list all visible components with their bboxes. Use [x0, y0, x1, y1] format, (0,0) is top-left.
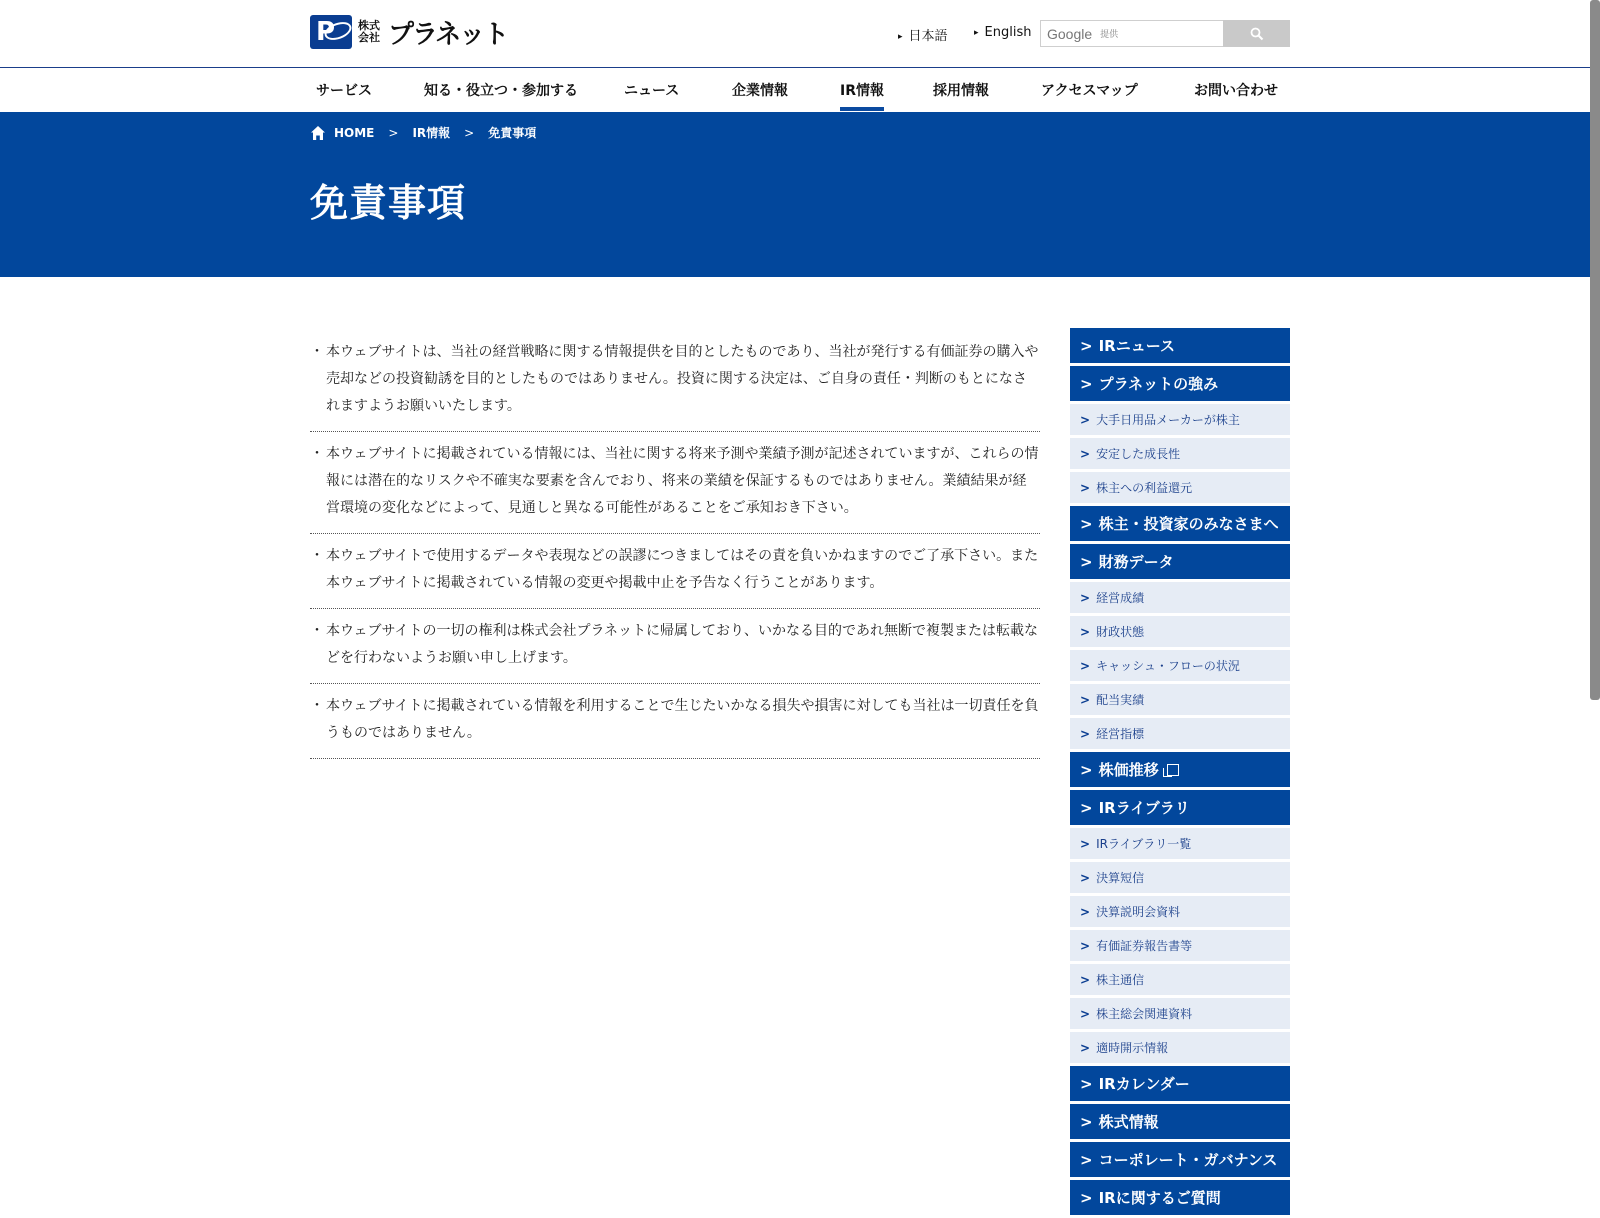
sidebar-label: 株主・投資家のみなさまへ — [1098, 515, 1279, 533]
sidebar-sub-label: 安定した成長性 — [1096, 447, 1181, 461]
chevron-right-icon: > — [1080, 374, 1093, 393]
logo-corp-type: 株式会社 — [358, 19, 380, 44]
chevron-right-icon: > — [1080, 726, 1091, 741]
page-banner — [0, 112, 1600, 277]
sidebar-sub-label: 決算説明会資料 — [1096, 905, 1181, 919]
disclaimer-text: ・ 本ウェブサイトに掲載されている情報を利用することで生じたいかなる損失や損害に対しても当社は一切責任を負うものではありません。 — [310, 693, 1040, 747]
sidebar-stock-price[interactable] — [1070, 752, 1290, 787]
sidebar-governance[interactable] — [1070, 1142, 1290, 1177]
logo-company-name: プラネット — [388, 19, 508, 50]
chevron-right-icon: > — [1080, 412, 1091, 427]
page-scrollbar[interactable] — [1590, 0, 1600, 700]
chevron-right-icon: > — [1080, 446, 1091, 461]
disclaimer-item — [310, 534, 1040, 609]
home-icon — [310, 125, 326, 141]
search-input[interactable] — [1040, 20, 1226, 47]
sidebar-label: 株価推移 — [1098, 761, 1159, 779]
sidebar-sub-label: 財政状態 — [1096, 625, 1145, 639]
chevron-right-icon: > — [1080, 1006, 1091, 1021]
nav-contact[interactable]: お問い合わせ — [1194, 83, 1278, 99]
chevron-right-icon: > — [1080, 590, 1091, 605]
sidebar-sub-item[interactable] — [1070, 616, 1290, 647]
breadcrumb-current: 免責事項 — [488, 126, 537, 140]
sidebar-sub-item[interactable] — [1070, 862, 1290, 893]
search-placeholder: 提供 — [1100, 30, 1119, 40]
chevron-right-icon: > — [1080, 1150, 1093, 1169]
chevron-right-icon: > — [1080, 972, 1091, 987]
sidebar-sub-item[interactable] — [1070, 438, 1290, 469]
nav-company[interactable]: 企業情報 — [732, 83, 788, 99]
external-window-icon — [1167, 764, 1179, 776]
chevron-right-icon: > — [1080, 1074, 1093, 1093]
site-search — [1040, 20, 1290, 47]
sidebar-faq[interactable] — [1070, 1180, 1290, 1215]
nav-recruit[interactable]: 採用情報 — [933, 83, 989, 99]
disclaimer-text: ・ 本ウェブサイトの一切の権利は株式会社プラネットに帰属しており、いかなる目的であれ無断で複製または転載などを行わないようお願い申し上げます。 — [310, 618, 1040, 672]
sidebar-sub-item[interactable] — [1070, 650, 1290, 681]
breadcrumb-ir[interactable]: IR情報 — [412, 126, 451, 140]
chevron-right-icon: > — [1080, 904, 1091, 919]
sidebar-ir-news[interactable] — [1070, 328, 1290, 363]
sidebar-label: 株式情報 — [1098, 1113, 1159, 1131]
sidebar-financial[interactable] — [1070, 544, 1290, 579]
sidebar-sub-item[interactable] — [1070, 896, 1290, 927]
sidebar-sub-label: 大手日用品メーカーが株主 — [1096, 413, 1240, 427]
sidebar-sub-item[interactable] — [1070, 684, 1290, 715]
chevron-right-icon: > — [1080, 836, 1091, 851]
chevron-right-icon: > — [1080, 514, 1093, 533]
nav-services[interactable]: サービス — [316, 83, 372, 99]
chevron-right-icon: > — [1080, 480, 1091, 495]
chevron-right-icon: > — [1080, 658, 1091, 673]
lang-japanese-link[interactable]: ▸ 日本語 — [898, 25, 948, 44]
sidebar-library[interactable] — [1070, 790, 1290, 825]
disclaimer-item — [310, 330, 1040, 432]
sidebar-strengths[interactable] — [1070, 366, 1290, 401]
sidebar-label: プラネットの強み — [1098, 375, 1219, 393]
page-title: 免責事項 — [310, 181, 467, 225]
google-brand: Google — [1047, 25, 1093, 42]
breadcrumb-separator: > — [464, 125, 475, 140]
sidebar-sub-label: 株主への利益還元 — [1096, 481, 1193, 495]
sidebar-sub-item[interactable] — [1070, 718, 1290, 749]
sidebar-investors[interactable] — [1070, 506, 1290, 541]
sidebar-stock-info[interactable] — [1070, 1104, 1290, 1139]
disclaimer-item — [310, 432, 1040, 534]
disclaimer-list — [310, 330, 1040, 759]
search-button[interactable] — [1223, 20, 1290, 47]
sidebar-label: 財務データ — [1098, 553, 1174, 571]
sidebar-sub-label: 経営指標 — [1096, 727, 1145, 741]
chevron-right-icon: > — [1080, 1040, 1091, 1055]
sidebar-sub-label: 株主通信 — [1096, 973, 1145, 987]
company-logo[interactable] — [310, 14, 507, 50]
sidebar-sub-label: 適時開示情報 — [1096, 1041, 1169, 1055]
chevron-right-icon: > — [1080, 552, 1093, 571]
global-nav — [0, 68, 1600, 112]
chevron-right-icon: > — [1080, 1188, 1093, 1207]
sidebar-sub-label: 経営成績 — [1096, 591, 1145, 605]
nav-news[interactable]: ニュース — [624, 83, 680, 99]
sidebar-calendar[interactable] — [1070, 1066, 1290, 1101]
ir-sidebar — [1070, 328, 1290, 1218]
sidebar-label: IRカレンダー — [1098, 1075, 1190, 1093]
disclaimer-text: ・ 本ウェブサイトで使用するデータや表現などの誤謬につきましてはその責を負いかねますのでご了承下さい。また本ウェブサイトに掲載されている情報の変更や掲載中止を予告なく行うことがあります。 — [310, 543, 1040, 597]
sidebar-sub-item[interactable] — [1070, 1032, 1290, 1063]
disclaimer-text: ・ 本ウェブサイトは、当社の経営戦略に関する情報提供を目的としたものであり、当社が発行する有価証券の購入や売却などの投資勧誘を目的としたものではありません。投資に関する決定は、ご自身の責任・判断のもとになされますようお願いいたします。 — [310, 339, 1040, 420]
sidebar-sub-item[interactable] — [1070, 828, 1290, 859]
sidebar-label: IRニュース — [1098, 337, 1175, 355]
sidebar-sub-label: キャッシュ・フローの状況 — [1096, 659, 1240, 673]
nav-learn-participate[interactable]: 知る・役立つ・参加する — [424, 83, 578, 99]
sidebar-sub-item[interactable] — [1070, 404, 1290, 435]
planet-logo-icon: P — [310, 15, 352, 49]
disclaimer-item — [310, 609, 1040, 684]
chevron-right-icon: > — [1080, 336, 1093, 355]
chevron-right-icon: > — [1080, 938, 1091, 953]
breadcrumb — [310, 124, 536, 141]
sidebar-sub-item[interactable] — [1070, 998, 1290, 1029]
nav-access-map[interactable]: アクセスマップ — [1041, 83, 1138, 99]
chevron-right-icon: > — [1080, 692, 1091, 707]
chevron-right-icon: > — [1080, 798, 1093, 817]
chevron-right-icon: > — [1080, 870, 1091, 885]
sidebar-sub-label: 決算短信 — [1096, 871, 1145, 885]
sidebar-sub-label: 配当実績 — [1096, 693, 1145, 707]
disclaimer-item — [310, 684, 1040, 759]
chevron-right-icon: > — [1080, 624, 1091, 639]
sidebar-label: IRライブラリ — [1098, 799, 1190, 817]
disclaimer-text: ・ 本ウェブサイトに掲載されている情報には、当社に関する将来予測や業績予測が記述されていますが、これらの情報には潜在的なリスクや不確実な要素を含んでおり、将来の業績を保証するものではありません。業績結果が経営環境の変化などによって、見通しと異なる可能性があることをご承知おき下さい。 — [310, 441, 1040, 522]
breadcrumb-home[interactable]: HOME — [334, 125, 375, 140]
search-icon — [1250, 27, 1264, 41]
sidebar-label: コーポレート・ガバナンス — [1098, 1151, 1278, 1169]
lang-english-link[interactable]: ▸ English — [974, 25, 1031, 40]
chevron-right-icon: > — [1080, 760, 1093, 779]
nav-ir[interactable]: IR情報 — [840, 80, 884, 100]
sidebar-sub-label: IRライブラリ一覧 — [1096, 837, 1192, 851]
sidebar-sub-label: 株主総会関連資料 — [1096, 1007, 1193, 1021]
sidebar-sub-item[interactable] — [1070, 964, 1290, 995]
chevron-right-icon: > — [1080, 1112, 1093, 1131]
sidebar-label: IRに関するご質問 — [1098, 1189, 1221, 1207]
sidebar-sub-item[interactable] — [1070, 472, 1290, 503]
sidebar-sub-item[interactable] — [1070, 930, 1290, 961]
sidebar-sub-label: 有価証券報告書等 — [1096, 939, 1193, 953]
sidebar-sub-item[interactable] — [1070, 582, 1290, 613]
site-header — [0, 0, 1600, 68]
breadcrumb-separator: > — [388, 125, 399, 140]
